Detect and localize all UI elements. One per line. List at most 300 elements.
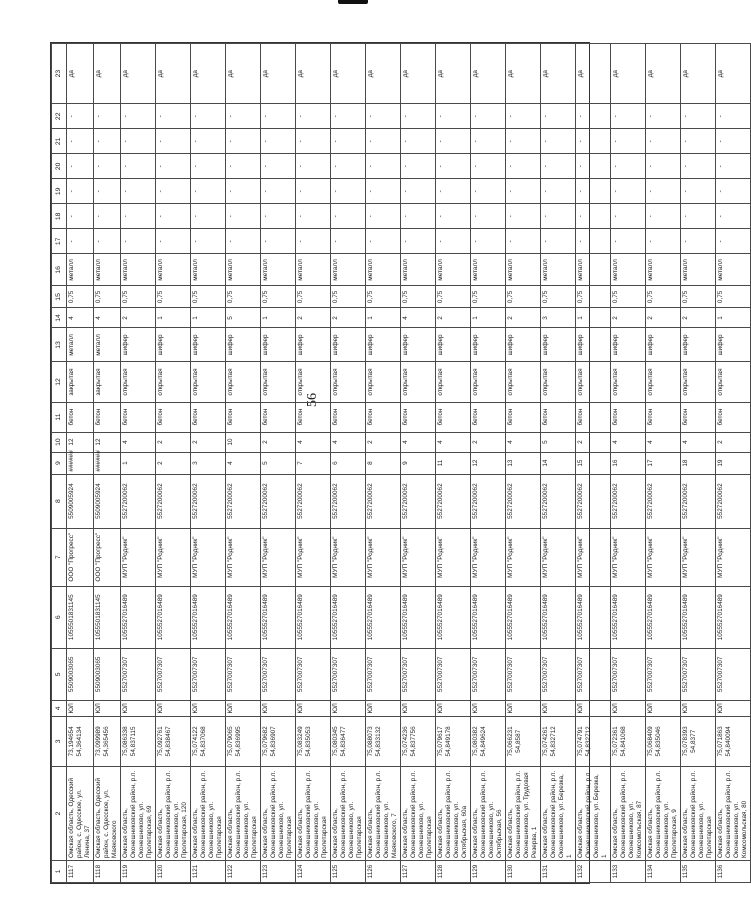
- table-cell-col-18: -: [67, 204, 94, 229]
- table-cell-col-23: да: [191, 44, 226, 104]
- table-cell-col-12: закрытая: [94, 362, 121, 402]
- table-cell-col-12: открытая: [191, 362, 226, 402]
- table-cell-col-4: ЮЛ: [716, 700, 751, 716]
- column-number-16: 16: [52, 254, 67, 286]
- table-cell-col-9: 5: [261, 452, 296, 474]
- table-cell-col-6: 1055527016489: [261, 586, 296, 648]
- table-cell-col-20: -: [331, 154, 366, 179]
- table-cell-col-20: -: [436, 154, 471, 179]
- table-cell-col-8: 5527200062: [436, 474, 471, 528]
- table-cell-col-21: -: [331, 129, 366, 154]
- table-cell-col-7: МУП "Родник": [611, 528, 646, 586]
- table-cell-col-16: металл: [121, 254, 156, 286]
- table-row: [716, 44, 751, 883]
- table-cell-col-15: 0,75: [716, 286, 751, 308]
- table-cell-col-19: -: [576, 179, 611, 204]
- table-cell-col-18: -: [156, 204, 191, 229]
- table-cell-col-21: -: [94, 129, 121, 154]
- table-cell-col-4: ЮЛ: [156, 700, 191, 716]
- table-cell-col-11: бетон: [436, 402, 471, 432]
- table-cell-col-3: 73,194654 54,364134: [67, 716, 94, 766]
- table-row: [506, 44, 541, 883]
- table-row: [611, 44, 646, 883]
- table-cell-col-3: 75,074261 54,832712: [541, 716, 576, 766]
- table-cell-col-16: металл: [401, 254, 436, 286]
- table-cell-col-2: Омская область, Оконешниковский район, р.п. Оконешниково, ул. Пролетарская: [401, 766, 436, 860]
- table-cell-col-14: 2: [646, 308, 681, 328]
- table-cell-col-17: -: [366, 229, 401, 254]
- table-cell-col-5: 5527007307: [681, 648, 716, 700]
- table-cell-col-12: открытая: [506, 362, 541, 402]
- table-cell-col-22: -: [576, 104, 611, 129]
- table-cell-col-22: -: [471, 104, 506, 129]
- table-cell-col-1: 1120: [156, 860, 191, 882]
- table-cell-col-7: МУП "Родник": [261, 528, 296, 586]
- table-cell-col-6: 1055527016489: [401, 586, 436, 648]
- table-cell-col-23: да: [401, 44, 436, 104]
- table-cell-col-22: -: [366, 104, 401, 129]
- table-cell-col-16: металл: [94, 254, 121, 286]
- table-cell-col-2: Омская область, Оконешниковский район, р.п. Оконешниково, ул. Пролетарская: [261, 766, 296, 860]
- table-row: [156, 44, 191, 883]
- table-cell-col-4: ЮЛ: [191, 700, 226, 716]
- table-cell-col-18: -: [646, 204, 681, 229]
- table-cell-col-20: -: [94, 154, 121, 179]
- table-cell-col-17: -: [506, 229, 541, 254]
- table-cell-col-18: -: [681, 204, 716, 229]
- table-cell-col-12: открытая: [261, 362, 296, 402]
- column-number-15: 15: [52, 286, 67, 308]
- table-cell-col-3: 75,078393 54,8377: [681, 716, 716, 766]
- table-cell-col-7: МУП "Родник": [506, 528, 541, 586]
- table-cell-col-8: 5527200062: [226, 474, 261, 528]
- table-cell-col-3: 75,079617 54,849178: [436, 716, 471, 766]
- column-number-17: 17: [52, 229, 67, 254]
- table-cell-col-6: 1055527016489: [436, 586, 471, 648]
- table-cell-col-5: 5527007307: [436, 648, 471, 700]
- table-cell-col-15: 0,75: [681, 286, 716, 308]
- table-cell-col-16: металл: [471, 254, 506, 286]
- table-cell-col-8: 5509005924: [67, 474, 94, 528]
- table-cell-col-8: 5527200062: [576, 474, 611, 528]
- table-cell-col-1: 1117: [67, 860, 94, 882]
- table-cell-col-8: 5527200062: [716, 474, 751, 528]
- table-cell-col-15: 0,75: [331, 286, 366, 308]
- table-cell-col-4: ЮЛ: [401, 700, 436, 716]
- table-cell-col-8: 5527200062: [681, 474, 716, 528]
- table-cell-col-22: -: [121, 104, 156, 129]
- table-cell-col-9: 12: [471, 452, 506, 474]
- table-cell-col-14: 4: [94, 308, 121, 328]
- table-cell-col-2: Омская область, Оконешниковский район, р.п. Оконешниково, ул. Трудовая Резерва, 1: [506, 766, 541, 860]
- table-cell-col-12: открытая: [471, 362, 506, 402]
- table-cell-col-22: -: [226, 104, 261, 129]
- column-number-5: 5: [52, 648, 67, 700]
- table-cell-col-17: -: [156, 229, 191, 254]
- table-cell-col-12: открытая: [331, 362, 366, 402]
- page-number: 56: [305, 393, 320, 407]
- table-cell-col-17: -: [436, 229, 471, 254]
- table-cell-col-2: Омская область, Оконешниковский район, р.п. Оконешниково, ул. Пролетарская: [226, 766, 261, 860]
- table-cell-col-21: -: [156, 129, 191, 154]
- table-cell-col-22: -: [506, 104, 541, 129]
- table-cell-col-1: 1125: [331, 860, 366, 882]
- table-cell-col-14: 2: [296, 308, 331, 328]
- table-cell-col-20: -: [67, 154, 94, 179]
- table-cell-col-11: бетон: [401, 402, 436, 432]
- table-cell-col-23: да: [296, 44, 331, 104]
- table-cell-col-6: 1055527016489: [331, 586, 366, 648]
- table-cell-col-19: -: [94, 179, 121, 204]
- table-cell-col-16: металл: [611, 254, 646, 286]
- table-cell-col-20: -: [296, 154, 331, 179]
- column-number-6: 6: [52, 586, 67, 648]
- table-cell-col-17: -: [646, 229, 681, 254]
- table-row: [296, 44, 331, 883]
- table-cell-col-1: 1136: [716, 860, 751, 882]
- column-number-19: 19: [52, 179, 67, 204]
- table-cell-col-9: 16: [611, 452, 646, 474]
- table-cell-col-12: открытая: [156, 362, 191, 402]
- table-cell-col-3: 75,072361 54,841068: [611, 716, 646, 766]
- table-cell-col-11: бетон: [191, 402, 226, 432]
- table-cell-col-13: шифер: [576, 328, 611, 362]
- table-cell-col-11: бетон: [541, 402, 576, 432]
- table-cell-col-7: МУП "Родник": [121, 528, 156, 586]
- table-cell-col-22: -: [716, 104, 751, 129]
- table-cell-col-23: да: [681, 44, 716, 104]
- table-cell-col-15: 0,75: [436, 286, 471, 308]
- table-cell-col-1: 1119: [121, 860, 156, 882]
- table-cell-col-10: 4: [646, 432, 681, 452]
- table-cell-col-11: бетон: [716, 402, 751, 432]
- table-cell-col-13: шифер: [471, 328, 506, 362]
- table-cell-col-18: -: [121, 204, 156, 229]
- table-cell-col-20: -: [121, 154, 156, 179]
- table-cell-col-9: ######: [67, 452, 94, 474]
- table-cell-col-5: 5527007307: [541, 648, 576, 700]
- table-cell-col-18: -: [401, 204, 436, 229]
- table-cell-col-10: 4: [506, 432, 541, 452]
- table-cell-col-8: 5527200062: [366, 474, 401, 528]
- table-cell-col-7: МУП "Родник": [576, 528, 611, 586]
- table-cell-col-12: открытая: [681, 362, 716, 402]
- table-cell-col-14: 2: [506, 308, 541, 328]
- table-cell-col-1: 1124: [296, 860, 331, 882]
- table-cell-col-17: -: [226, 229, 261, 254]
- table-cell-col-11: бетон: [94, 402, 121, 432]
- table-cell-col-5: 5527007307: [646, 648, 681, 700]
- table-cell-col-10: 12: [94, 432, 121, 452]
- table-cell-col-8: 5527200062: [121, 474, 156, 528]
- table-cell-col-11: бетон: [646, 402, 681, 432]
- table-cell-col-4: ЮЛ: [541, 700, 576, 716]
- table-cell-col-3: 75,068409 54,835046: [646, 716, 681, 766]
- table-cell-col-13: металл: [94, 328, 121, 362]
- table-cell-col-18: -: [191, 204, 226, 229]
- table-cell-col-15: 0,75: [296, 286, 331, 308]
- table-cell-col-2: Омская область, Оконешниковский район, р.п. Оконешниково, ул. Пролетарская: [331, 766, 366, 860]
- table-cell-col-14: 1: [156, 308, 191, 328]
- table-cell-col-22: -: [261, 104, 296, 129]
- table-cell-col-8: 5527200062: [471, 474, 506, 528]
- table-cell-col-5: 5527007307: [611, 648, 646, 700]
- table-cell-col-9: 11: [436, 452, 471, 474]
- table-cell-col-9: 14: [541, 452, 576, 474]
- table-cell-col-5: 5527007307: [366, 648, 401, 700]
- table-cell-col-5: 5527007307: [156, 648, 191, 700]
- table-cell-col-19: -: [471, 179, 506, 204]
- table-cell-col-2: Омская область, Оконешниковский район, р.п. Оконешниково, ул. Маяковского, 7: [366, 766, 401, 860]
- table-cell-col-1: 1123: [261, 860, 296, 882]
- table-cell-col-23: да: [67, 44, 94, 104]
- table-cell-col-22: -: [331, 104, 366, 129]
- table-cell-col-2: Омская область, Оконешниковский район, р.п. Оконешниково, ул. Комсомольская, 87: [611, 766, 646, 860]
- table-cell-col-5: 5509003065: [67, 648, 94, 700]
- table-cell-col-17: -: [401, 229, 436, 254]
- table-cell-col-9: 6: [331, 452, 366, 474]
- table-cell-col-14: 1: [576, 308, 611, 328]
- table-cell-col-13: шифер: [296, 328, 331, 362]
- table-cell-col-13: шифер: [611, 328, 646, 362]
- table-row: [681, 44, 716, 883]
- table-cell-col-2: Омская область, Оконешниковский район, р.п. Оконешниково, ул. Комсомольская, 80: [716, 766, 751, 860]
- table-cell-col-15: 0,75: [121, 286, 156, 308]
- column-number-3: 3: [52, 716, 67, 766]
- table-cell-col-12: открытая: [366, 362, 401, 402]
- table-cell-col-4: ЮЛ: [261, 700, 296, 716]
- table-cell-col-12: открытая: [611, 362, 646, 402]
- table-cell-col-3: 75,080382 54,849624: [471, 716, 506, 766]
- table-cell-col-2: Омская область, Оконешниковский район, р.п. Оконешниково, ул. Пролетарская: [191, 766, 226, 860]
- column-number-8: 8: [52, 474, 67, 528]
- table-cell-col-22: -: [67, 104, 94, 129]
- table-cell-col-15: 0,75: [576, 286, 611, 308]
- table-cell-col-21: -: [576, 129, 611, 154]
- table-cell-col-5: 5527007307: [576, 648, 611, 700]
- column-number-10: 10: [52, 432, 67, 452]
- table-cell-col-2: Омская область, Оконешниковский район, р.п. Оконешниково, ул. Березка, 1: [576, 766, 611, 860]
- table-cell-col-7: МУП "Родник": [226, 528, 261, 586]
- table-cell-col-11: бетон: [681, 402, 716, 432]
- table-cell-col-15: 0,75: [156, 286, 191, 308]
- table-cell-col-17: -: [716, 229, 751, 254]
- table-cell-col-13: шифер: [401, 328, 436, 362]
- table-cell-col-21: -: [296, 129, 331, 154]
- table-cell-col-22: -: [94, 104, 121, 129]
- table-cell-col-2: Омская область, Оконешниковский район, р.п. Оконешниково, ул. Пролетарская: [296, 766, 331, 860]
- table-cell-col-14: 1: [191, 308, 226, 328]
- column-number-13: 13: [52, 328, 67, 362]
- table-cell-col-8: 5527200062: [646, 474, 681, 528]
- table-cell-col-23: да: [716, 44, 751, 104]
- table-cell-col-21: -: [401, 129, 436, 154]
- table-cell-col-12: открытая: [576, 362, 611, 402]
- table-cell-col-3: 75,092761 54,838467: [156, 716, 191, 766]
- table-cell-col-13: шифер: [331, 328, 366, 362]
- table-cell-col-13: шифер: [261, 328, 296, 362]
- table-cell-col-17: -: [67, 229, 94, 254]
- table-cell-col-22: -: [541, 104, 576, 129]
- table-cell-col-3: 75,079682 54,836907: [261, 716, 296, 766]
- table-cell-col-2: Омская область, Оконешниковский район, р.п. Оконешниково, ул. Октябрьская, 60а: [436, 766, 471, 860]
- table-cell-col-5: 5527007307: [471, 648, 506, 700]
- table-cell-col-1: 1132: [576, 860, 611, 882]
- table-cell-col-18: -: [541, 204, 576, 229]
- table-row: [366, 44, 401, 883]
- table-cell-col-8: 5527200062: [331, 474, 366, 528]
- table-cell-col-13: шифер: [541, 328, 576, 362]
- table-cell-col-11: бетон: [611, 402, 646, 432]
- table-cell-col-22: -: [611, 104, 646, 129]
- table-cell-col-7: МУП "Родник": [296, 528, 331, 586]
- table-cell-col-15: 0,75: [646, 286, 681, 308]
- table-cell-col-11: бетон: [506, 402, 541, 432]
- table-cell-col-15: 0,75: [401, 286, 436, 308]
- table-cell-col-3: 75,088073 54,833132: [366, 716, 401, 766]
- table-cell-col-6: 1055527016489: [156, 586, 191, 648]
- table-cell-col-21: -: [121, 129, 156, 154]
- table-cell-col-19: -: [366, 179, 401, 204]
- column-number-4: 4: [52, 700, 67, 716]
- table-cell-col-5: 5527007307: [226, 648, 261, 700]
- table-row: [401, 44, 436, 883]
- table-cell-col-17: -: [541, 229, 576, 254]
- table-cell-col-23: да: [646, 44, 681, 104]
- table-cell-col-11: бетон: [576, 402, 611, 432]
- table-cell-col-4: ЮЛ: [296, 700, 331, 716]
- table-cell-col-9: 4: [226, 452, 261, 474]
- table-cell-col-6: 1055527016489: [611, 586, 646, 648]
- table-cell-col-4: ЮЛ: [331, 700, 366, 716]
- table-cell-col-11: бетон: [121, 402, 156, 432]
- table-cell-col-8: 5509005924: [94, 474, 121, 528]
- table-cell-col-7: МУП "Родник": [331, 528, 366, 586]
- table-cell-col-10: 10: [226, 432, 261, 452]
- table-cell-col-9: ######: [94, 452, 121, 474]
- table-cell-col-23: да: [156, 44, 191, 104]
- table-cell-col-14: 4: [401, 308, 436, 328]
- table-cell-col-8: 5527200062: [611, 474, 646, 528]
- table-cell-col-8: 5527200062: [261, 474, 296, 528]
- column-number-12: 12: [52, 362, 67, 402]
- table-cell-col-5: 5527007307: [121, 648, 156, 700]
- table-body: [67, 44, 751, 883]
- table-row: [541, 44, 576, 883]
- table-cell-col-3: 75,066231 54,8587: [506, 716, 541, 766]
- table-row: [67, 44, 94, 883]
- table-cell-col-7: МУП "Родник": [436, 528, 471, 586]
- column-number-1: 1: [52, 860, 67, 882]
- table-cell-col-23: да: [261, 44, 296, 104]
- table-cell-col-1: 1122: [226, 860, 261, 882]
- table-cell-col-21: -: [471, 129, 506, 154]
- table-cell-col-6: 1055527016489: [121, 586, 156, 648]
- table-cell-col-13: шифер: [121, 328, 156, 362]
- table-cell-col-1: 1133: [611, 860, 646, 882]
- table-cell-col-14: 5: [226, 308, 261, 328]
- table-cell-col-18: -: [261, 204, 296, 229]
- table-cell-col-19: -: [436, 179, 471, 204]
- table-cell-col-16: металл: [681, 254, 716, 286]
- table-row: [261, 44, 296, 883]
- table-cell-col-12: закрытая: [67, 362, 94, 402]
- table-cell-col-16: металл: [646, 254, 681, 286]
- table-cell-col-14: 2: [121, 308, 156, 328]
- table-cell-col-1: 1127: [401, 860, 436, 882]
- table-cell-col-6: 1055527016489: [576, 586, 611, 648]
- column-number-22: 22: [52, 104, 67, 129]
- table-cell-col-9: 17: [646, 452, 681, 474]
- table-cell-col-19: -: [296, 179, 331, 204]
- rotated-table-container: [51, 43, 748, 883]
- table-cell-col-15: 0,75: [261, 286, 296, 308]
- column-number-20: 20: [52, 154, 67, 179]
- table-cell-col-5: 5509003065: [94, 648, 121, 700]
- table-cell-col-21: -: [541, 129, 576, 154]
- table-cell-col-23: да: [331, 44, 366, 104]
- table-cell-col-18: -: [366, 204, 401, 229]
- table-cell-col-1: 1134: [646, 860, 681, 882]
- table-cell-col-4: ЮЛ: [611, 700, 646, 716]
- table-cell-col-7: МУП "Родник": [156, 528, 191, 586]
- table-cell-col-19: -: [401, 179, 436, 204]
- table-cell-col-23: да: [366, 44, 401, 104]
- table-cell-col-5: 5527007307: [296, 648, 331, 700]
- table-cell-col-14: 2: [681, 308, 716, 328]
- table-cell-col-9: 8: [366, 452, 401, 474]
- table-cell-col-19: -: [331, 179, 366, 204]
- table-cell-col-10: 2: [471, 432, 506, 452]
- table-cell-col-22: -: [681, 104, 716, 129]
- table-cell-col-4: ЮЛ: [121, 700, 156, 716]
- table-cell-col-15: 0,75: [541, 286, 576, 308]
- table-cell-col-19: -: [541, 179, 576, 204]
- table-cell-col-7: ООО "Прогресс": [67, 528, 94, 586]
- column-number-23: 23: [52, 44, 67, 104]
- table-cell-col-13: шифер: [226, 328, 261, 362]
- table-cell-col-20: -: [401, 154, 436, 179]
- table-row: [471, 44, 506, 883]
- table-cell-col-12: открытая: [226, 362, 261, 402]
- table-cell-col-9: 1: [121, 452, 156, 474]
- column-number-7: 7: [52, 528, 67, 586]
- table-cell-col-9: 2: [156, 452, 191, 474]
- table-cell-col-15: 0,75: [366, 286, 401, 308]
- table-cell-col-16: металл: [366, 254, 401, 286]
- table-cell-col-22: -: [156, 104, 191, 129]
- table-cell-col-21: -: [506, 129, 541, 154]
- table-cell-col-19: -: [611, 179, 646, 204]
- column-number-9: 9: [52, 452, 67, 474]
- registry-table: [51, 43, 751, 883]
- table-cell-col-20: -: [646, 154, 681, 179]
- table-cell-col-6: 1055527016489: [716, 586, 751, 648]
- table-cell-col-15: 0,75: [226, 286, 261, 308]
- table-cell-col-15: 0,75: [471, 286, 506, 308]
- table-cell-col-21: -: [191, 129, 226, 154]
- table-cell-col-19: -: [681, 179, 716, 204]
- table-cell-col-19: -: [191, 179, 226, 204]
- table-cell-col-12: открытая: [401, 362, 436, 402]
- table-cell-col-17: -: [471, 229, 506, 254]
- scan-edge-mark: [338, 0, 368, 4]
- table-cell-col-12: открытая: [646, 362, 681, 402]
- table-cell-col-4: ЮЛ: [471, 700, 506, 716]
- table-cell-col-21: -: [261, 129, 296, 154]
- table-cell-col-1: 1130: [506, 860, 541, 882]
- table-cell-col-11: бетон: [67, 402, 94, 432]
